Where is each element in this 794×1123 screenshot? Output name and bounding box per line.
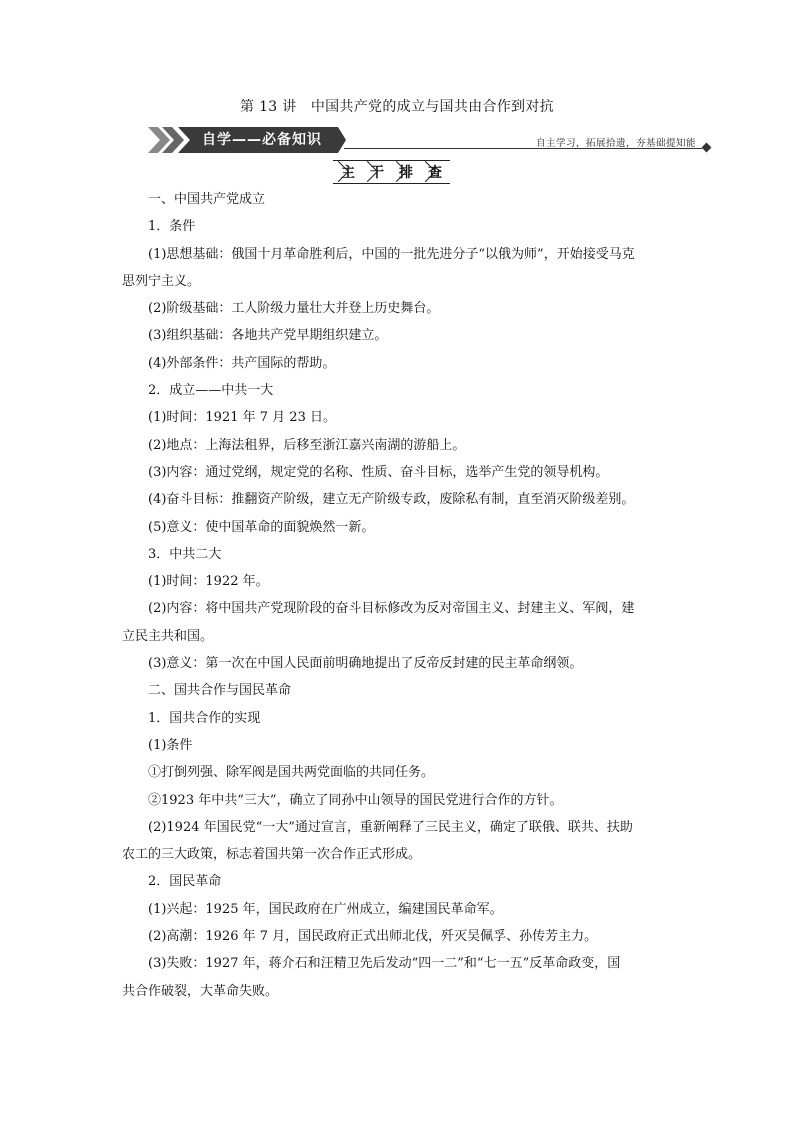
text-line: ②1923 年中共“三大”，确立了同孙中山领导的国民党进行合作的方针。 [148,792,563,808]
text-line: (2)高潮：1926 年 7 月，国民政府正式出师北伐，歼灭吴佩孚、孙传芳主力。 [148,929,598,945]
text-line: 2．国民革命 [148,874,222,890]
text-line: 3．中共二大 [148,546,222,562]
banner-label: 自学——必备知识 [202,132,322,148]
text-line: (3)内容：通过党纲，规定党的名称、性质、奋斗目标，选举产生党的领导机构。 [148,464,609,480]
text-line: 思列宁主义。 [122,273,201,289]
text-line: (1)思想基础：俄国十月革命胜利后，中国的一批先进分子“以俄为师”，开始接受马克 [148,246,635,262]
page-title: 第 13 讲 中国共产党的成立与国共由合作到对抗 [240,99,554,115]
text-line: 1．条件 [148,219,196,235]
text-line: 农工的三大政策，标志着国共第一次合作正式形成。 [122,847,422,863]
text-line: (3)意义：第一次在中国人民面前明确地提出了反帝反封建的民主革命纲领。 [148,656,583,672]
text-line: (3)失败：1927 年，蒋介石和汪精卫先后发动“四一二”和“七一五”反革命政变，国 [148,956,621,972]
text-line: 立民主共和国。 [122,628,214,644]
text-line: (1)条件 [148,737,193,753]
heading-badge: 干 [362,160,392,184]
section-heading-badges [0,160,794,184]
text-line: (1)兴起：1925 年，国民政府在广州成立，编建国民革命军。 [148,901,503,917]
text-line: (2)内容：将中国共产党现阶段的奋斗目标修改为反对帝国主义、封建主义、军阀，建 [148,601,635,617]
text-line: (3)组织基础：各地共产党早期组织建立。 [148,328,388,344]
text-line: (5)意义：使中国革命的面貌焕然一新。 [148,519,375,535]
text-line: (2)阶级基础：工人阶级力量壮大并登上历史舞台。 [148,301,440,317]
document-body [122,186,678,1005]
text-line: 1．国共合作的实现 [148,710,261,726]
text-line: 共合作破裂，大革命失败。 [122,983,279,999]
text-line: (1)时间：1922 年。 [148,574,269,590]
text-line: 2．成立——中共一大 [148,383,274,399]
text-line: (1)时间：1921 年 7 月 23 日。 [148,410,336,426]
diamond-icon [702,143,712,153]
section-banner [148,127,710,153]
text-line: 一、中国共产党成立 [148,192,266,207]
text-line: (4)奋斗目标：推翻资产阶级，建立无产阶级专政，废除私有制，直至消灭阶级差别。 [148,492,635,508]
heading-badge: 排 [391,160,421,184]
text-line: (2)地点：上海法租界，后移至浙江嘉兴南湖的游船上。 [148,437,466,453]
text-line: 二、国共合作与国民革命 [148,683,292,699]
heading-badge: 查 [420,160,450,184]
text-line: ①打倒列强、除军阀是国共两党面临的共同任务。 [148,765,435,781]
banner-subtitle: 自主学习，拓展拾遗，夯基础提知能 [535,138,696,149]
heading-badge: 主 [333,160,363,184]
text-line: (2)1924 年国民党“一大”通过宣言，重新阐释了三民主义，确定了联俄、联共、扶助 [148,819,633,835]
text-line: (4)外部条件：共产国际的帮助。 [148,355,336,371]
